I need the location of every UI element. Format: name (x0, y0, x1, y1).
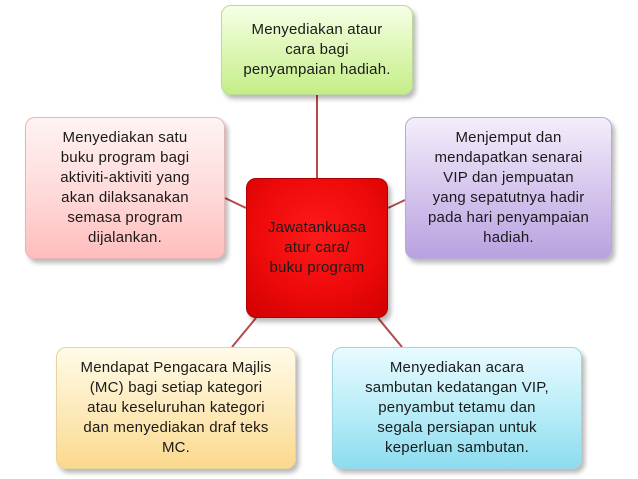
connector-bottom-right (378, 318, 402, 347)
connector-left (225, 198, 246, 208)
node-top-penyampaian-hadiah: Menyediakan ataur cara bagi penyampaian hadiah. (221, 5, 413, 95)
node-right-jemputan-vip: Menjemput dan mendapatkan senarai VIP dan jempuatan yang sepatutnya hadir pada hari penyampaian hadiah. (405, 117, 612, 259)
node-bottom-left-pengacara-majlis: Mendapat Pengacara Majlis (MC) bagi setiap kategori atau keseluruhan kategori dan menyediakan draf teks MC. (56, 347, 296, 469)
connector-bottom-left (232, 318, 256, 347)
node-bottom-right-sambutan-vip: Menyediakan acara sambutan kedatangan VIP, penyambut tetamu dan segala persiapan untuk keperluan sambutan. (332, 347, 582, 469)
node-left-buku-program: Menyediakan satu buku program bagi aktiviti-aktiviti yang akan dilaksanakan semasa program dijalankan. (25, 117, 225, 259)
connector-right (388, 200, 405, 208)
node-center-jawatankuasa: Jawatankuasa atur cara/ buku program (246, 178, 388, 318)
